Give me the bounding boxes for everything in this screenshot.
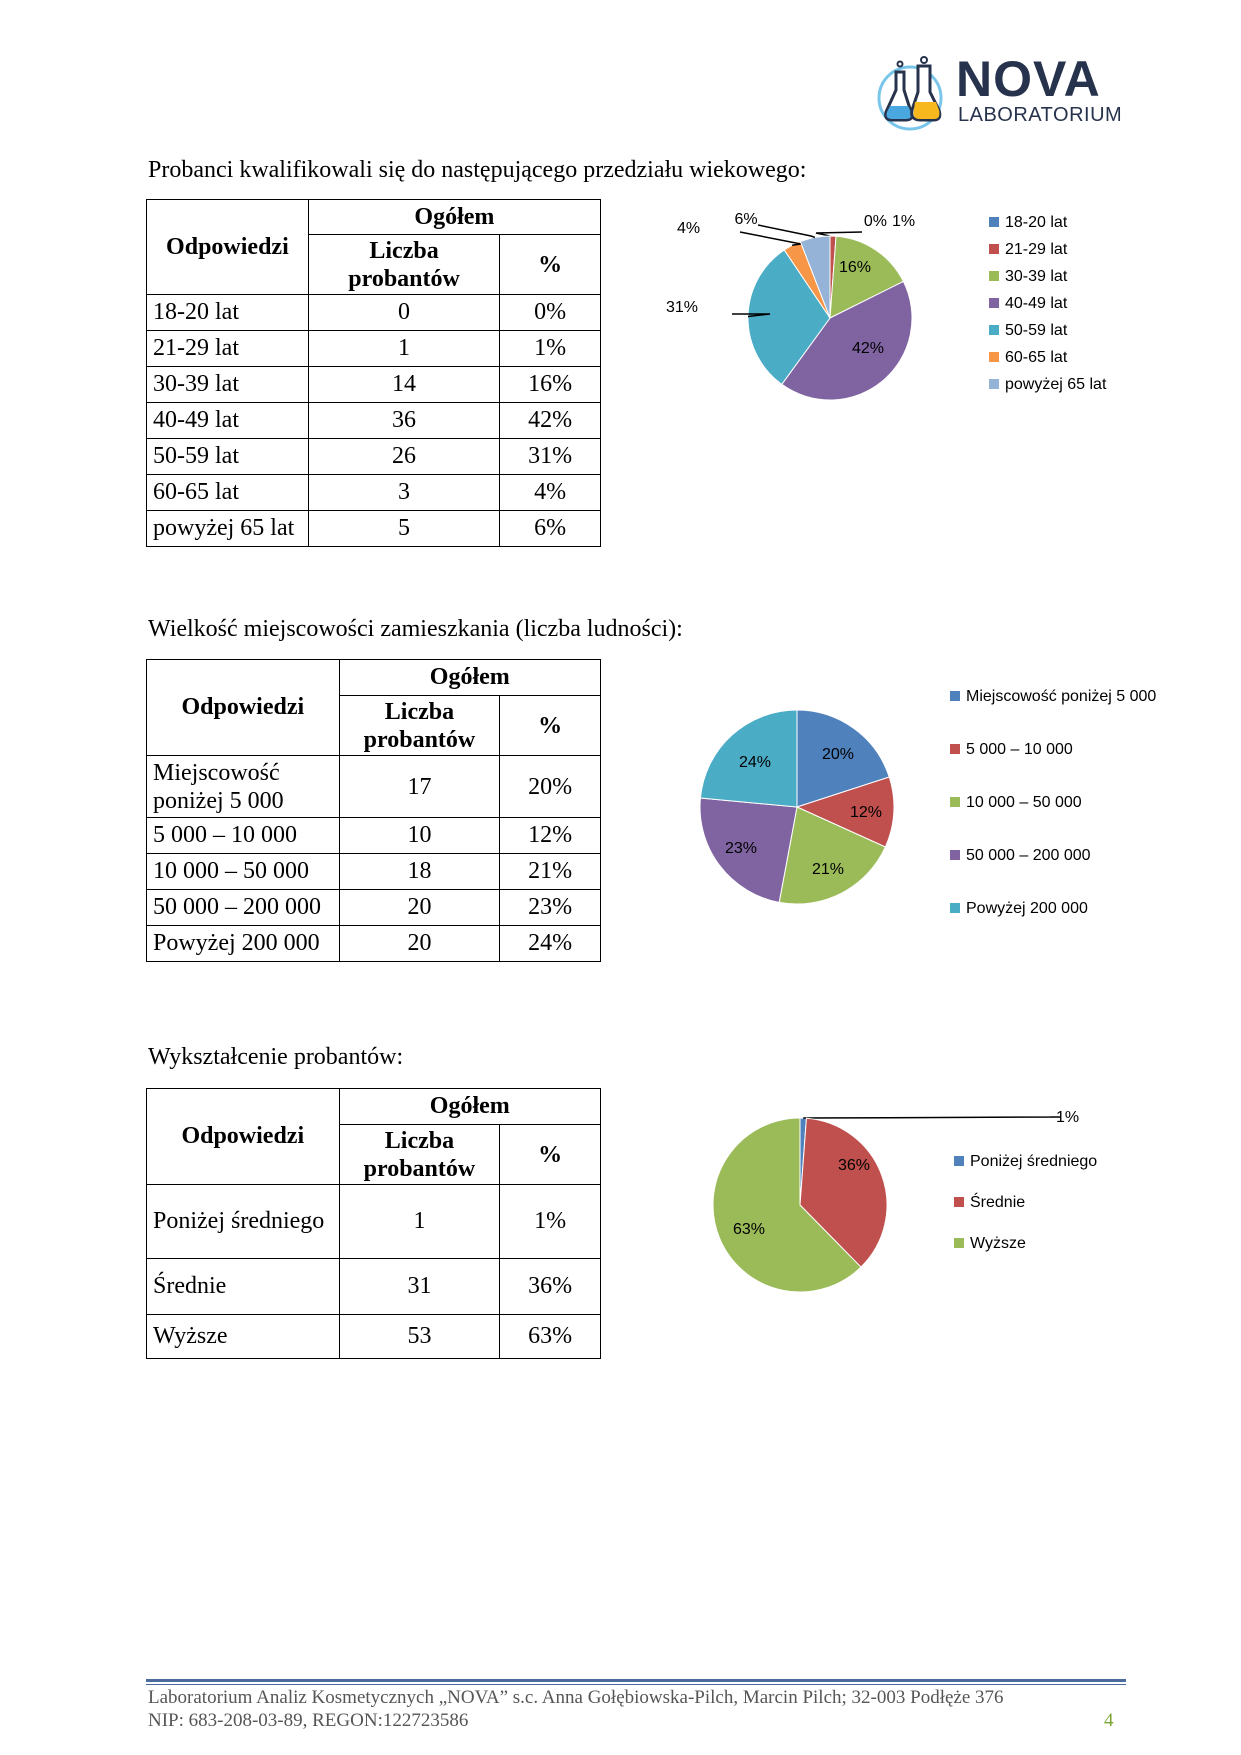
pie-data-label: 63% [732,1221,766,1238]
table-row [147,367,601,403]
table-row [147,1315,601,1359]
legend-swatch [989,379,999,389]
legend-swatch [950,797,960,807]
town-section-heading: Wielkość miejscowości zamieszkania (liczba ludności): [148,616,683,642]
town-col-pct: % [500,696,601,756]
table-row [147,890,601,926]
row-label: 21-29 lat [147,331,309,367]
table-row [147,1185,601,1259]
row-count: 20 [339,926,500,962]
age-col-answers: Odpowiedzi [147,200,309,295]
age-col-group: Ogółem [308,200,600,235]
legend-swatch [954,1156,964,1166]
legend-entry: Wyższe [970,1235,1026,1252]
pie-data-label: 6% [734,211,758,228]
pie-data-label: 16% [838,259,872,276]
legend-entry: 50 000 – 200 000 [966,847,1091,864]
row-pct: 63% [500,1315,601,1359]
row-label: 40-49 lat [147,403,309,439]
pie-data-label: 12% [849,804,883,821]
pie-data-label: 21% [811,861,845,878]
row-count: 5 [308,511,500,547]
legend-entry: 40-49 lat [1005,295,1068,312]
logo-title: NOVA [956,51,1101,107]
row-label: 10 000 – 50 000 [147,854,340,890]
row-pct: 0% [500,295,601,331]
legend-swatch [989,271,999,281]
leader-line [816,232,862,236]
legend-entry: Miejscowość poniżej 5 000 [966,688,1157,705]
row-pct: 4% [500,475,601,511]
table-row [147,403,601,439]
row-label: powyżej 65 lat [147,511,309,547]
row-label: Miejscowość poniżej 5 000 [147,756,340,818]
row-pct: 1% [500,1185,601,1259]
town-pie-chart [680,660,1180,920]
pie-data-label: 20% [821,746,855,763]
row-count: 14 [308,367,500,403]
row-label: Powyżej 200 000 [147,926,340,962]
legend-swatch [950,850,960,860]
table-row [147,511,601,547]
table-row [147,926,601,962]
row-count: 1 [339,1185,500,1259]
company-logo [874,51,1123,132]
table-row [147,756,601,818]
table-row [147,1259,601,1315]
pie-data-label: 36% [837,1157,871,1174]
row-count: 36 [308,403,500,439]
legend-entry: 21-29 lat [1005,241,1068,258]
footer-divider-thin [146,1684,1126,1685]
pie-data-label: 23% [724,840,758,857]
legend-swatch [954,1238,964,1248]
age-pie-chart [666,200,1140,420]
row-count: 10 [339,818,500,854]
row-pct: 21% [500,854,601,890]
row-pct: 23% [500,890,601,926]
row-count: 20 [339,890,500,926]
row-label: 50 000 – 200 000 [147,890,340,926]
legend-entry: Średnie [970,1194,1026,1211]
leader-line [740,232,801,245]
table-row [147,439,601,475]
row-count: 53 [339,1315,500,1359]
row-count: 26 [308,439,500,475]
row-pct: 6% [500,511,601,547]
legend-entry: 30-39 lat [1005,268,1068,285]
legend-swatch [950,903,960,913]
logo-subtitle: LABORATORIUM [958,104,1123,126]
row-count: 0 [308,295,500,331]
town-col-group: Ogółem [339,660,600,696]
row-label: 30-39 lat [147,367,309,403]
edu-col-count: Liczba probantów [339,1125,500,1185]
age-section-heading: Probanci kwalifikowali się do następującego przedziału wiekowego: [148,157,807,183]
town-col-count: Liczba probantów [339,696,500,756]
row-count: 17 [339,756,500,818]
legend-entry: Poniżej średniego [970,1153,1098,1170]
town-table [146,659,601,962]
age-table [146,199,601,547]
page-number: 4 [1104,1710,1114,1731]
edu-pie-chart [680,1090,1140,1310]
legend-swatch [989,298,999,308]
legend-entry: 60-65 lat [1005,349,1068,366]
edu-section-heading: Wykształcenie probantów: [148,1044,404,1070]
row-pct: 16% [500,367,601,403]
row-label: 60-65 lat [147,475,309,511]
table-row [147,475,601,511]
edu-col-pct: % [500,1125,601,1185]
edu-table [146,1088,601,1359]
legend-entry: 50-59 lat [1005,322,1068,339]
legend-swatch [950,691,960,701]
row-pct: 24% [500,926,601,962]
legend-swatch [989,217,999,227]
legend-swatch [950,744,960,754]
row-count: 1 [308,331,500,367]
edu-col-answers: Odpowiedzi [147,1089,340,1185]
footer-address: Laboratorium Analiz Kosmetycznych „NOVA” s.c. Anna Gołębiowska-Pilch, Marcin Pilch; 32-003 Podłęże 376 [148,1687,1004,1708]
row-count: 3 [308,475,500,511]
pie-data-label: 24% [738,754,772,771]
flask-logo-icon [874,56,952,132]
row-label: 18-20 lat [147,295,309,331]
leader-line [803,1117,1060,1118]
legend-entry: 5 000 – 10 000 [966,741,1073,758]
row-pct: 20% [500,756,601,818]
pie-data-label: 1% [1056,1109,1080,1126]
legend-swatch [989,244,999,254]
row-count: 18 [339,854,500,890]
legend-entry: powyżej 65 lat [1005,376,1107,393]
row-label: Średnie [147,1259,340,1315]
row-pct: 1% [500,331,601,367]
town-col-answers: Odpowiedzi [147,660,340,756]
legend-swatch [989,325,999,335]
age-col-pct: % [500,235,601,295]
age-col-count: Liczba probantów [308,235,500,295]
leader-line [758,225,815,237]
row-label: Poniżej średniego [147,1185,340,1259]
row-label: 50-59 lat [147,439,309,475]
legend-swatch [989,352,999,362]
row-pct: 42% [500,403,601,439]
legend-entry: 10 000 – 50 000 [966,794,1082,811]
pie-data-label: 0% [863,213,887,230]
row-pct: 36% [500,1259,601,1315]
table-row [147,295,601,331]
row-pct: 12% [500,818,601,854]
row-label: 5 000 – 10 000 [147,818,340,854]
pie-data-label: 42% [851,340,885,357]
edu-col-group: Ogółem [339,1089,600,1125]
footer-registration: NIP: 683-208-03-89, REGON:122723586 [148,1710,469,1731]
row-label: Wyższe [147,1315,340,1359]
footer-divider [146,1679,1126,1682]
pie-data-label: 1% [892,213,916,230]
legend-entry: 18-20 lat [1005,214,1068,231]
legend-swatch [954,1197,964,1207]
pie-data-label: 31% [666,299,699,316]
row-count: 31 [339,1259,500,1315]
table-row [147,818,601,854]
row-pct: 31% [500,439,601,475]
pie-data-label: 4% [677,220,701,237]
legend-entry: Powyżej 200 000 [966,900,1088,917]
table-row [147,854,601,890]
table-row [147,331,601,367]
